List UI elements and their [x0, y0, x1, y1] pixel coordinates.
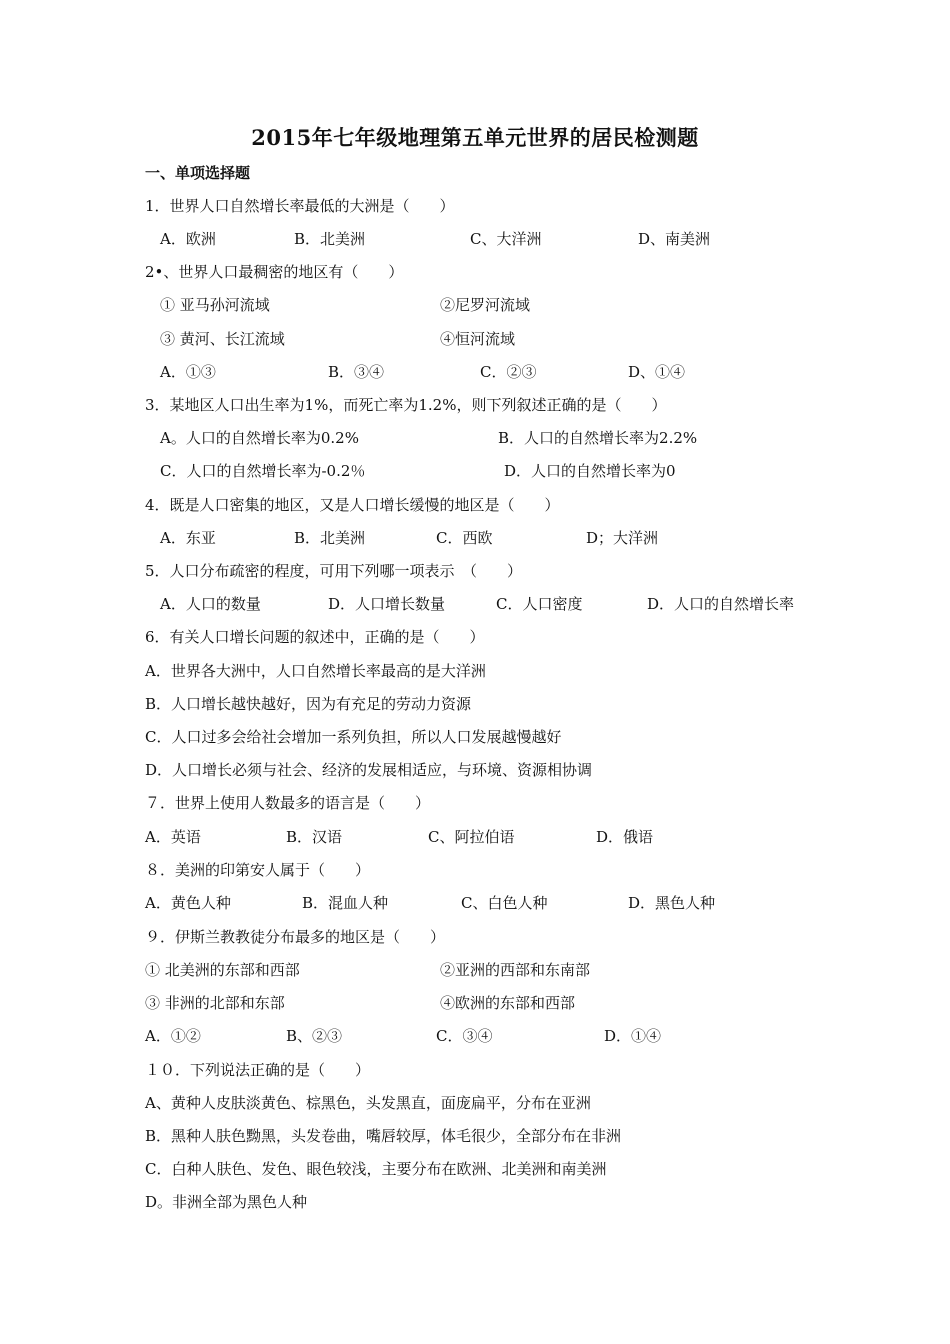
question-3-options-row-1: [0, 426, 950, 450]
question-9-items-row-1: [0, 958, 950, 982]
question-4-stem: 4．既是人口密集的地区，又是人口增长缓慢的地区是（ ）: [145, 496, 560, 514]
q6-option-d: D．人口增长必须与社会、经济的发展相适应，与环境、资源相协调: [145, 761, 593, 779]
q8-option-c: C、白色人种: [461, 894, 548, 912]
q9-item-1: ① 北美洲的东部和西部: [145, 961, 300, 979]
q5-option-d: D．人口的自然增长率: [647, 595, 795, 613]
question-5-stem: 5．人口分布疏密的程度，可用下列哪一项表示 （ ）: [145, 562, 523, 580]
q4-option-c: C．西欧: [436, 529, 493, 547]
q3-option-b: B．人口的自然增长率为2.2%: [498, 429, 698, 447]
q1-option-d: D、南美洲: [638, 230, 711, 248]
q3-option-a: A。人口的自然增长率为0.2%: [160, 429, 359, 447]
question-7-stem: ７．世界上使用人数最多的语言是（ ）: [145, 794, 431, 812]
q9-option-d: D．①④: [604, 1027, 662, 1045]
q2-item-4: ④恒河流域: [440, 330, 516, 348]
question-7-options: [0, 825, 950, 849]
question-3-stem: 3．某地区人口出生率为1%，而死亡率为1.2%，则下列叙述正确的是（ ）: [145, 396, 667, 414]
question-4-options: [0, 526, 950, 550]
q2-item-3: ③ 黄河、长江流域: [160, 330, 285, 348]
q7-option-a: A．英语: [145, 828, 201, 846]
question-10-stem: １０．下列说法正确的是（ ）: [145, 1061, 371, 1079]
question-9-items-row-2: [0, 991, 950, 1015]
q5-option-b: D．人口增长数量: [328, 595, 446, 613]
question-8-stem: ８．美洲的印第安人属于（ ）: [145, 861, 371, 879]
q10-option-c: C．白种人肤色、发色、眼色较浅，主要分布在欧洲、北美洲和南美洲: [145, 1160, 607, 1178]
q1-option-b: B．北美洲: [294, 230, 366, 248]
question-8-options: [0, 891, 950, 915]
q8-option-a: A．黄色人种: [145, 894, 231, 912]
q6-option-a: A．世界各大洲中，人口自然增长率最高的是大洋洲: [145, 662, 486, 680]
q10-option-b: B．黑种人肤色黝黑，头发卷曲，嘴唇较厚，体毛很少，全部分布在非洲: [145, 1127, 622, 1145]
q5-option-c: C．人口密度: [496, 595, 583, 613]
document-title: 2015年七年级地理第五单元世界的居民检测题: [251, 125, 699, 150]
q2-item-2: ②尼罗河流域: [440, 296, 531, 314]
q9-option-b: B、②③: [286, 1027, 343, 1045]
q1-option-c: C、大洋洲: [470, 230, 542, 248]
question-2-items-row-2: [0, 327, 950, 351]
q2-option-a: A．①③: [160, 363, 216, 381]
q3-option-d: D．人口的自然增长率为0: [504, 462, 676, 480]
q2-item-1: ① 亚马孙河流域: [160, 296, 270, 314]
q7-option-c: C、阿拉伯语: [428, 828, 515, 846]
q5-option-a: A．人口的数量: [160, 595, 261, 613]
question-1-stem: 1．世界人口自然增长率最低的大洲是（ ）: [145, 197, 455, 215]
q4-option-b: B．北美洲: [294, 529, 366, 547]
question-1-options: [0, 227, 950, 251]
q2-option-b: B．③④: [328, 363, 385, 381]
q3-option-c: C．人口的自然增长率为-0.2％: [160, 462, 366, 480]
q7-option-d: D．俄语: [596, 828, 654, 846]
q2-option-c: C．②③: [480, 363, 537, 381]
q9-item-2: ②亚洲的西部和东南部: [440, 961, 591, 979]
question-6-stem: 6．有关人口增长问题的叙述中，正确的是（ ）: [145, 628, 485, 646]
question-3-options-row-2: [0, 459, 950, 483]
q4-option-d: D；大洋洲: [586, 529, 659, 547]
question-2-items-row-1: [0, 293, 950, 317]
q4-option-a: A．东亚: [160, 529, 216, 547]
q10-option-d: D。非洲全部为黑色人种: [145, 1193, 308, 1211]
section-heading: 一、单项选择题: [145, 164, 251, 182]
question-5-options: [0, 592, 950, 616]
q8-option-d: D．黑色人种: [628, 894, 716, 912]
question-9-stem: ９．伊斯兰教教徒分布最多的地区是（ ）: [145, 928, 446, 946]
q2-option-d: D、①④: [628, 363, 686, 381]
q9-option-c: C．③④: [436, 1027, 493, 1045]
q9-item-4: ④欧洲的东部和西部: [440, 994, 576, 1012]
q8-option-b: B．混血人种: [302, 894, 389, 912]
q1-option-a: A．欧洲: [160, 230, 216, 248]
question-9-options: [0, 1024, 950, 1048]
question-2-options: [0, 360, 950, 384]
q7-option-b: B．汉语: [286, 828, 343, 846]
q6-option-b: B．人口增长越快越好，因为有充足的劳动力资源: [145, 695, 472, 713]
q9-item-3: ③ 非洲的北部和东部: [145, 994, 285, 1012]
q9-option-a: A．①②: [145, 1027, 201, 1045]
q10-option-a: A、黄种人皮肤淡黄色、棕黑色，头发黑直，面庞扁平，分布在亚洲: [145, 1094, 591, 1112]
q6-option-c: C．人口过多会给社会增加一系列负担，所以人口发展越慢越好: [145, 728, 562, 746]
question-2-stem: 2•、世界人口最稠密的地区有（ ）: [145, 263, 404, 281]
